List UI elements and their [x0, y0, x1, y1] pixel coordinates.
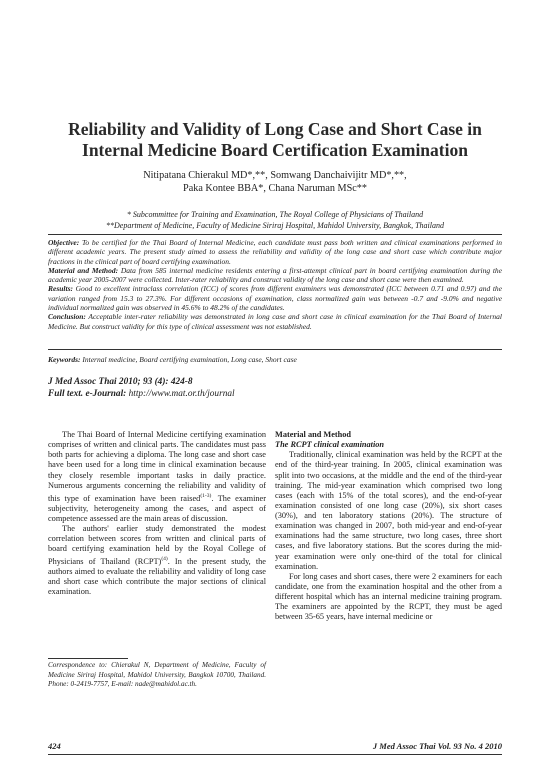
conclusion-text: Acceptable inter-rater reliability was demonstrated in long case and short case in clinical examination for the Thai Board of Internal Medicine. But construct validity for this type of clinical assessment was not established. [48, 312, 502, 331]
intro-p2-end: . In the present study, the authors aimed to evaluate the reliability and validity of long case and short case which contribute the major sections of clinical examination. [48, 557, 266, 597]
authors-line-2: Paka Kontee BBA*, Chana Naruman MSc** [183, 182, 367, 194]
abstract-results [48, 284, 502, 312]
author-list [40, 170, 510, 195]
keywords [48, 355, 502, 364]
conclusion-label: Conclusion: [48, 312, 86, 322]
subsection-heading: The RCPT clinical examination [275, 440, 385, 450]
results-label: Results: [48, 284, 74, 294]
intro-p2-text: The authors' earlier study demonstrated the modest correlation between scores from written and clinical parts of board certifying examination held by the Royal College of Physicians of Thailand (RCPT) [48, 523, 266, 567]
affiliation-2: **Department of Medicine, Faculty of Medicine Siriraj Hospital, Mahidol University, Bangkok, Thailand [106, 220, 444, 230]
abstract-top-rule [48, 234, 502, 235]
title-line-2: Internal Medicine Board Certification Examination [82, 140, 468, 160]
citation-ref: (4) [161, 556, 168, 563]
abstract-conclusion [48, 312, 502, 331]
article-title [40, 119, 510, 161]
citation-ref: (1-3) [200, 492, 212, 499]
affiliation-1: * Subcommittee for Training and Examination, The Royal College of Physicians of Thailand [126, 210, 424, 219]
page-number: 424 [48, 741, 61, 751]
journal-info [48, 377, 502, 400]
abstract-method [48, 266, 502, 285]
right-column [275, 430, 502, 622]
footer-journal-ref: J Med Assoc Thai Vol. 93 No. 4 2010 [372, 741, 502, 751]
method-text: Data from 585 internal medicine residents entering a first-attempt clinical part in board certifying examination during the academic year 2005-2007 were collected. Inter-rater reliability and construct validity of the long case and short case were then examined. [48, 265, 502, 285]
authors-line-1: Nitipatana Chierakul MD*,**, Somwang Danchaivijitr MD*,**, [143, 170, 407, 181]
results-text: Good to excellent intraclass correlation (ICC) of scores from different examiners was demonstrated (ICC between 0.71 and 0.97) and the variation ranged from 15.3 to 27.3%. For different occasions of examination, class normalized gain was between -0.7 and -9.0% and negative individual normalized gain was observed in 45.6% to 48.2% of the candidates. [48, 284, 502, 313]
citation-text: J Med Assoc Thai 2010; 93 (4): 424-8 [48, 377, 193, 387]
method-paragraph-2: For long cases and short cases, there were 2 examiners for each candidate, one from the examination hospital and the other from a different hospital which has an internal medicine training program. The examiners are appointed by the RCPT, they must be aged between 35-65 years, have internal medicine or [275, 571, 502, 622]
abstract-bottom-rule [48, 349, 502, 350]
intro-paragraph-1 [48, 430, 266, 524]
correspondence-rule [48, 658, 128, 659]
fulltext-label: Full text. e-Journal: [48, 388, 127, 399]
abstract-objective [48, 238, 502, 266]
fulltext-line [48, 389, 502, 401]
objective-text: To be certified for the Thai Board of Internal Medicine, each candidate must pass both written and clinical examinations performed in different academic years. The present study aimed to assess the reliability and validity of the long case and short case which contribute major fractions in the clinical part of board certifying examination. [48, 238, 502, 266]
objective-label: Objective: [48, 238, 80, 247]
affiliations [40, 210, 510, 231]
correspondence: Correspondence to: Chierakul N, Department of Medicine, Faculty of Medicine Siriraj Hospital, Mahidol University, Bangkok 10700, Thailand. Phone: 0-2419-7757, E-mail: nade@mahidol.ac.th. [48, 661, 266, 688]
abstract [48, 238, 502, 331]
intro-paragraph-2 [48, 524, 266, 598]
keywords-label: Keywords: [48, 355, 81, 364]
method-paragraph-1: Traditionally, clinical examination was held by the RCPT at the end of the third-year training. In 2005, clinical examination was split into two occasions, at the middle and the end of the third-year training. The mid-year examination which comprised two long cases (each with 15% of the total scores), and the end-of-year examination consisted of one long case (20%), six short cases (30%), and ten laboratory stations (20%). The structure of examination was changed in 2007, both mid-year and end-of-year examinations had the same structure, two long cases, three short cases, and five laboratory stations. But the scores during the mid-year examination were only one-third of the total for clinical examination. [275, 450, 502, 571]
method-label: Material and Method: [48, 265, 119, 275]
journal-citation [48, 377, 502, 389]
keywords-text: Internal medicine, Board certifying examination, Long case, Short case [80, 355, 297, 364]
intro-p1-end: . The examiner subjectivity, heterogeneity among the cases, and aspect of competence assessed are the main areas of discussion. [48, 493, 266, 523]
fulltext-url[interactable]: http://www.mat.or.th/journal [126, 388, 235, 399]
left-column [48, 430, 266, 598]
intro-p1-text: The Thai Board of Internal Medicine certifying examination comprises of written and clinical parts. The candidates must pass both parts for achieving a diploma. The long case and short case have been used for a long time in clinical examination because they closely resemble important tasks in daily practice. Numerous arguments concerning the reliability and validity of this type of examination have been raised [48, 430, 266, 503]
footer-rule [48, 754, 502, 755]
title-line-1: Reliability and Validity of Long Case and Short Case in [68, 119, 482, 139]
section-heading: Material and Method [275, 430, 352, 439]
